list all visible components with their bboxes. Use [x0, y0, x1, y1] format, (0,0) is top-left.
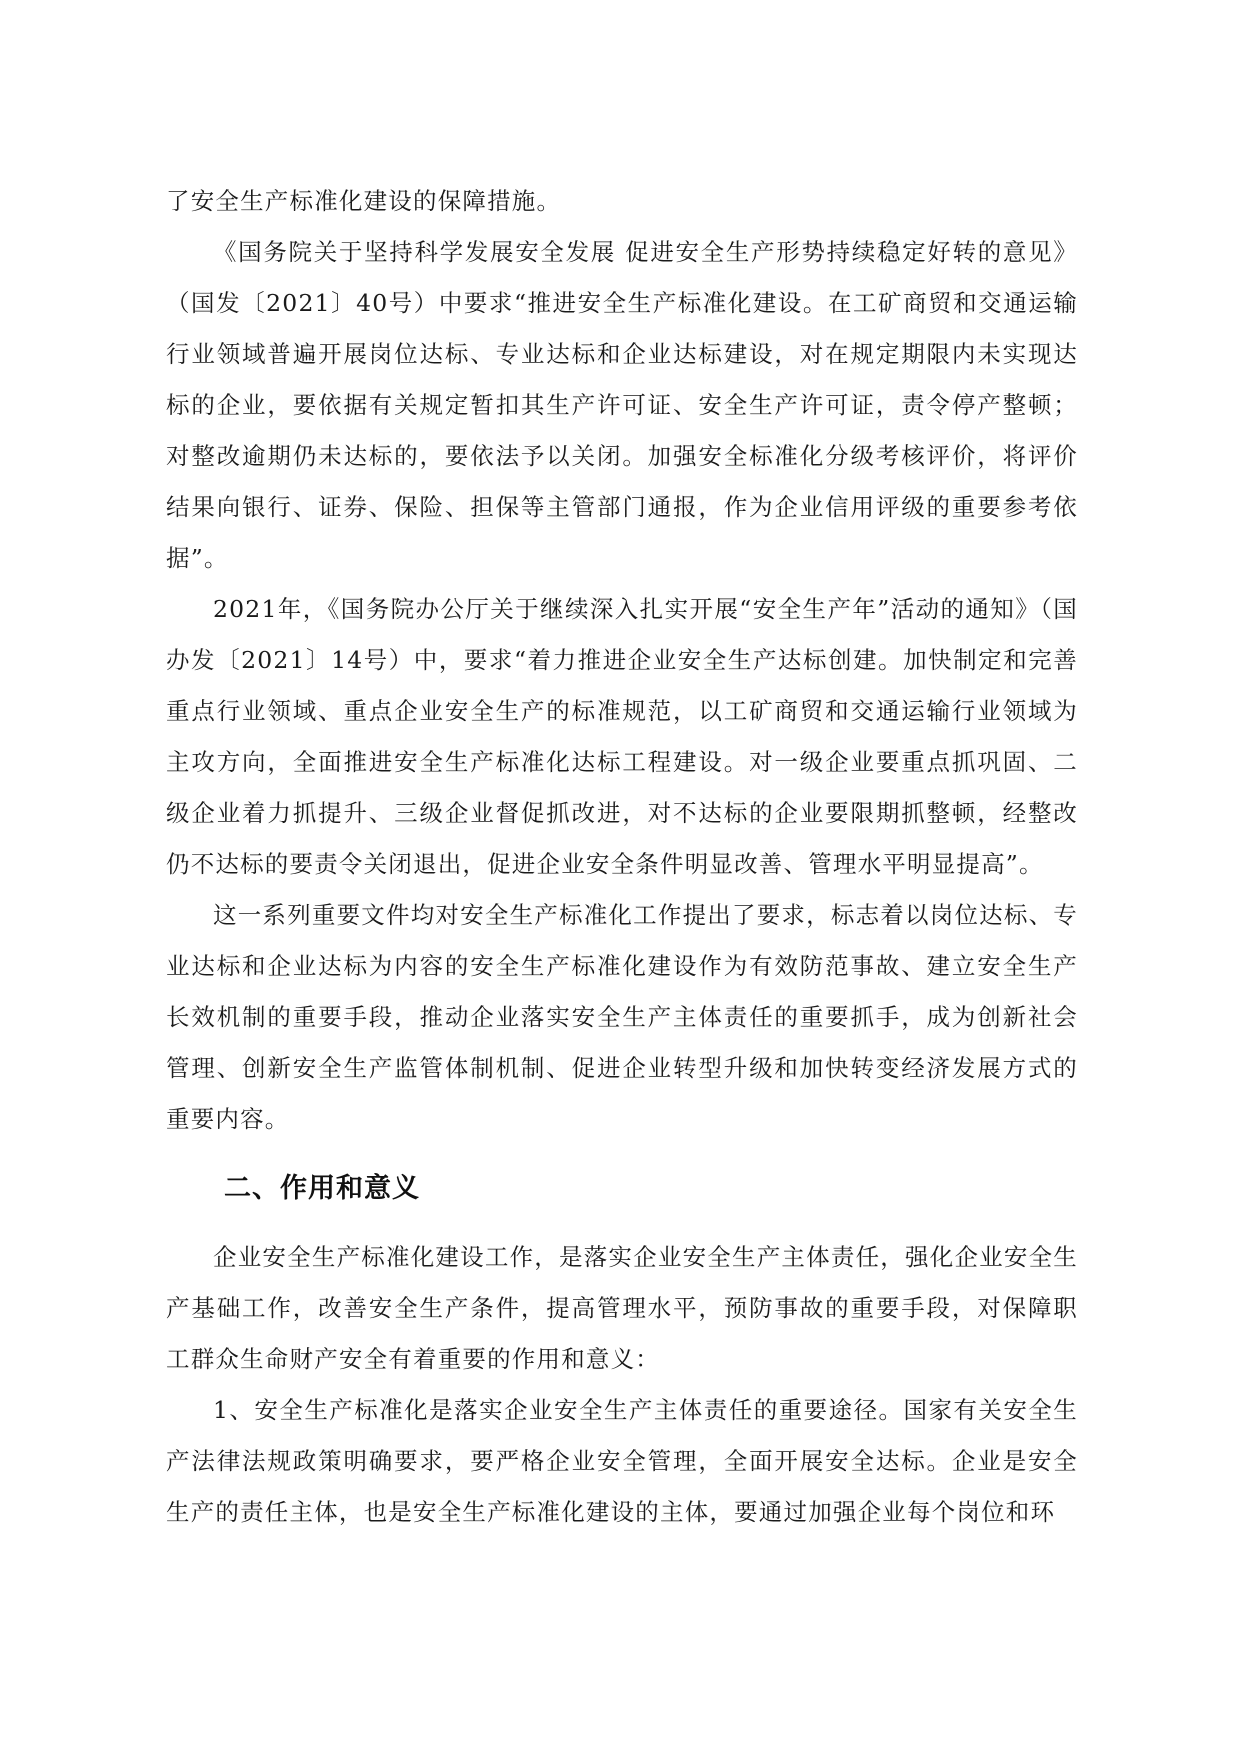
paragraph-state-council-opinion: 《国务院关于坚持科学发展安全发展 促进安全生产形势持续稳定好转的意见》（国发〔2021〕40号）中要求“推进安全生产标准化建设。在工矿商贸和交通运输行业领域普遍开展岗位达标、专业达标和企业达标建设，对在规定期限内未实现达标的企业，要依据有关规定暂扣其生产许可证、安全生产许可证，责令停产整顿；对整改逾期仍未达标的，要依法予以关闭。加强安全标准化分级考核评价，将评价结果向银行、证券、保险、担保等主管部门通报，作为企业信用评级的重要参考依据”。 [166, 238, 1078, 572]
document-body [166, 176, 1078, 1538]
paragraph-role-intro: 企业安全生产标准化建设工作，是落实企业安全生产主体责任，强化企业安全生产基础工作，改善安全生产条件，提高管理水平，预防事故的重要手段，对保障职工群众生命财产安全有着重要的作用和意义： [166, 1243, 1078, 1373]
paragraph-point-1: 1、安全生产标准化是落实企业安全生产主体责任的重要途径。国家有关安全生产法律法规政策明确要求，要严格企业安全管理，全面开展安全达标。企业是安全生产的责任主体，也是安全生产标准化建设的主体，要通过加强企业每个岗位和环 [166, 1396, 1078, 1526]
section-heading: 二、作用和意义 [224, 1173, 420, 1204]
paragraph-summary: 这一系列重要文件均对安全生产标准化工作提出了要求，标志着以岗位达标、专业达标和企业达标为内容的安全生产标准化建设作为有效防范事故、建立安全生产长效机制的重要手段，推动企业落实安全生产主体责任的重要抓手，成为创新社会管理、创新安全生产监管体制机制、促进企业转型升级和加快转变经济发展方式的重要内容。 [166, 901, 1078, 1133]
paragraph-continuation: 了安全生产标准化建设的保障措施。 [166, 187, 562, 215]
paragraph-general-office-notice: 2021年，《国务院办公厅关于继续深入扎实开展“安全生产年”活动的通知》（国办发〔2021〕14号）中，要求“着力推进企业安全生产达标创建。加快制定和完善重点行业领域、重点企业安全生产的标准规范，以工矿商贸和交通运输行业领域为主攻方向，全面推进安全生产标准化达标工程建设。对一级企业要重点抓巩固、二级企业着力抓提升、三级企业督促抓改进，对不达标的企业要限期抓整顿，经整改仍不达标的要责令关闭退出，促进企业安全条件明显改善、管理水平明显提高”。 [166, 595, 1078, 878]
